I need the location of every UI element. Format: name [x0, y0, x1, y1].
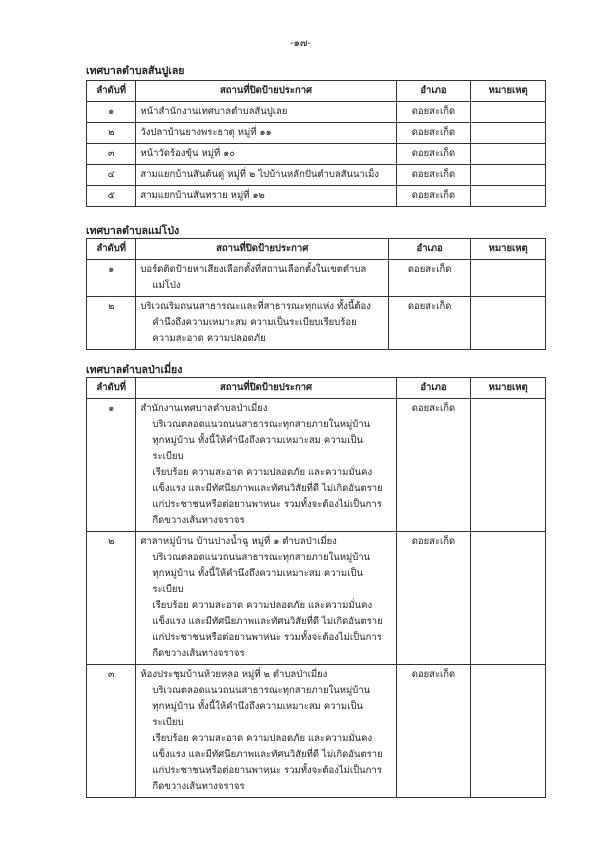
table-row	[87, 665, 546, 798]
location-line: เรียบร้อย ความสะอาด ความปลอดภัย และความมั่นคง	[152, 733, 373, 744]
row-district: ดอยสะเก็ด	[396, 399, 471, 532]
location-line: ทุกหมู่บ้าน ทั้งนี้ให้คำนึงถึงความเหมาะสม ความเป็นระเบียบ	[152, 435, 363, 462]
header-location: สถานที่ปิดป้ายประกาศ	[136, 378, 396, 399]
location-line: ทุกหมู่บ้าน ทั้งนี้ให้คำนึงถึงความเหมาะสม ความเป็นระเบียบ	[152, 568, 363, 595]
header-remark: หมายเหตุ	[471, 378, 546, 399]
row-district: ดอยสะเก็ด	[396, 532, 471, 665]
row-number: ๒	[87, 123, 136, 144]
table-row	[87, 399, 546, 532]
location-line: แก่ประชาชนหรือต่อยานพาหนะ รวมทั้งจะต้องไม่เป็นการ	[152, 632, 382, 643]
row-number: ๒	[87, 297, 136, 350]
row-remark	[471, 260, 546, 297]
row-location	[136, 144, 396, 165]
row-location	[136, 102, 396, 123]
row-remark	[471, 665, 546, 798]
header-location: สถานที่ปิดป้ายประกาศ	[136, 239, 389, 260]
row-number: ๓	[87, 144, 136, 165]
table-row	[87, 165, 546, 186]
section-title: เทศบาลตำบลสันปูเลย	[86, 65, 185, 77]
table-row	[87, 186, 546, 207]
section-title: เทศบาลตำบลแม่โป่ง	[86, 225, 180, 237]
header-district: อำเภอ	[388, 239, 470, 260]
row-district: ดอยสะเก็ด	[396, 144, 471, 165]
row-location	[136, 123, 396, 144]
row-district: ดอยสะเก็ด	[396, 123, 471, 144]
row-location	[136, 532, 396, 665]
location-line: ห้องประชุมบ้านห้วยหลอ หมู่ที่ ๒ ตำบลป่าเมี่ยง	[140, 669, 328, 680]
table-row	[87, 102, 546, 123]
row-number: ๑	[87, 260, 136, 297]
row-location	[136, 186, 396, 207]
location-line: กีดขวางเส้นทางจราจร	[152, 515, 245, 526]
row-district: ดอยสะเก็ด	[396, 665, 471, 798]
row-district: ดอยสะเก็ด	[388, 260, 470, 297]
location-line: หน้าสำนักงานเทศบาลตำบลสันปูเลย	[140, 106, 288, 117]
row-district: ดอยสะเก็ด	[396, 165, 471, 186]
row-district: ดอยสะเก็ด	[396, 186, 471, 207]
location-line: สามแยกบ้านสันต้นดู่ หมู่ที่ ๒ ไปบ้านหลักปันตำบลสันนาเม็ง	[140, 169, 379, 180]
row-location	[136, 165, 396, 186]
header-remark: หมายเหตุ	[471, 81, 546, 102]
page-number: -๑๗-	[289, 38, 312, 49]
row-number: ๒	[87, 532, 136, 665]
location-line: บริเวณตลอดแนวถนนสาธารณะทุกสายภายในหมู่บ้าน	[152, 685, 371, 696]
row-location	[136, 665, 396, 798]
row-number: ๕	[87, 186, 136, 207]
location-line: เรียบร้อย ความสะอาด ความปลอดภัย และความมั่นคง	[152, 467, 373, 478]
location-line: หน้าวัดร้องขุ้น หมู่ที่ ๑๐	[140, 148, 236, 159]
location-line: บริเวณริมถนนสาธารณะและที่สาธารณะทุกแห่ง ทั้งนี้ต้อง	[140, 301, 371, 312]
location-line: แม่โป่ง	[152, 280, 181, 291]
row-location	[136, 399, 396, 532]
row-remark	[471, 144, 546, 165]
table-row	[87, 144, 546, 165]
row-location	[136, 297, 389, 350]
header-location: สถานที่ปิดป้ายประกาศ	[136, 81, 396, 102]
row-remark	[471, 186, 546, 207]
location-line: แก่ประชาชนหรือต่อยานพาหนะ รวมทั้งจะต้องไม่เป็นการ	[152, 765, 382, 776]
header-district: อำเภอ	[396, 81, 471, 102]
table-row	[87, 260, 546, 297]
location-line: แข็งแรง และมีทัศนียภาพและทัศนวิสัยที่ดี ไม่เกิดอันตราย	[152, 616, 383, 627]
row-remark	[471, 399, 546, 532]
table-header-row	[87, 378, 546, 399]
row-remark	[471, 297, 546, 350]
row-number: ๓	[87, 665, 136, 798]
row-remark	[471, 532, 546, 665]
location-line: เรียบร้อย ความสะอาด ความปลอดภัย และความมั่นคง	[152, 600, 373, 611]
location-line: บอร์ดติดป้ายหาเสียงเลือกตั้งที่สถานเลือกตั้งในเขตตำบล	[140, 264, 367, 275]
row-number: ๑	[87, 102, 136, 123]
header-remark: หมายเหตุ	[471, 239, 546, 260]
row-district: ดอยสะเก็ด	[396, 102, 471, 123]
table-row	[87, 532, 546, 665]
location-line: กีดขวางเส้นทางจราจร	[152, 781, 245, 792]
table-header-row	[87, 81, 546, 102]
header-no: ลำดับที่	[87, 81, 136, 102]
location-line: วังปลาบ้านยางพระธาตุ หมู่ที่ ๑๑	[140, 127, 272, 138]
row-number: ๑	[87, 399, 136, 532]
row-remark	[471, 165, 546, 186]
row-remark	[471, 123, 546, 144]
location-line: แข็งแรง และมีทัศนียภาพและทัศนวิสัยที่ดี ไม่เกิดอันตราย	[152, 483, 383, 494]
location-line: คำนึงถึงความเหมาะสม ความเป็นระเบียบเรียบร้อย	[152, 317, 357, 328]
row-district: ดอยสะเก็ด	[388, 297, 470, 350]
location-line: บริเวณตลอดแนวถนนสาธารณะทุกสายภายในหมู่บ้าน	[152, 419, 371, 430]
location-table	[86, 377, 546, 798]
location-line: ความสะอาด ความปลอดภัย	[152, 333, 266, 344]
header-no: ลำดับที่	[87, 378, 136, 399]
location-line: แก่ประชาชนหรือต่อยานพาหนะ รวมทั้งจะต้องไม่เป็นการ	[152, 499, 382, 510]
table-row	[87, 297, 546, 350]
header-no: ลำดับที่	[87, 239, 136, 260]
table-row	[87, 123, 546, 144]
row-number: ๔	[87, 165, 136, 186]
location-line: แข็งแรง และมีทัศนียภาพและทัศนวิสัยที่ดี ไม่เกิดอันตราย	[152, 749, 383, 760]
location-line: กีดขวางเส้นทางจราจร	[152, 648, 245, 659]
location-line: สามแยกบ้านสันทราย หมู่ที่ ๑๒	[140, 190, 265, 201]
section-title: เทศบาลตำบลป่าเมี่ยง	[86, 364, 183, 376]
table-header-row	[87, 239, 546, 260]
row-location	[136, 260, 389, 297]
row-remark	[471, 102, 546, 123]
location-line: สำนักงานเทศบาลตำบลป่าเมี่ยง	[140, 403, 268, 414]
location-table	[86, 80, 546, 207]
location-line: ทุกหมู่บ้าน ทั้งนี้ให้คำนึงถึงความเหมาะสม ความเป็นระเบียบ	[152, 701, 363, 728]
location-line: บริเวณตลอดแนวถนนสาธารณะทุกสายภายในหมู่บ้าน	[152, 552, 371, 563]
location-line: ศาลาหมู่บ้าน บ้านปางน้ำฉู หมู่ที่ ๑ ตำบลป่าเมี่ยง	[140, 536, 337, 547]
location-table	[86, 238, 546, 350]
header-district: อำเภอ	[396, 378, 471, 399]
